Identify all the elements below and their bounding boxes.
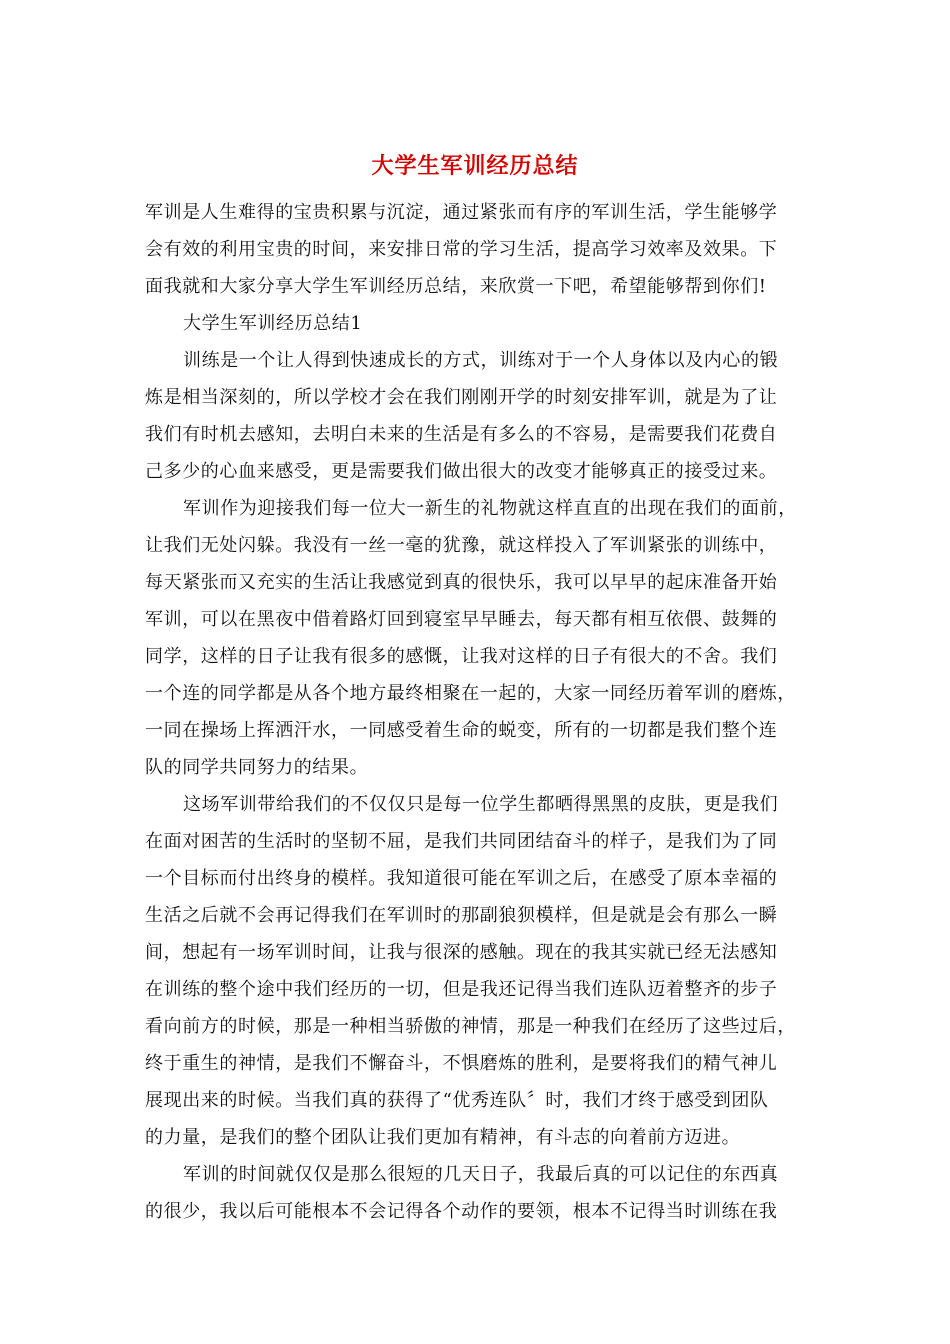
text-line: 间，想起有一场军训时间，让我与很深的感触。现在的我其实就已经无法感知 [145, 942, 778, 963]
text-line: 同学，这样的日子让我有很多的感慨，让我对这样的日子有很大的不舍。我们 [145, 646, 778, 667]
text-line: 队的同学共同努力的结果。 [145, 757, 369, 778]
text-line: 面我就和大家分享大学生军训经历总结，来欣赏一下吧，希望能够帮到你们! [145, 276, 767, 297]
text-line: 我们有时机去感知，去明白未来的生活是有多么的不容易，是需要我们花费自 [145, 424, 778, 445]
text-line: 会有效的利用宝贵的时间，来安排日常的学习生活，提高学习效率及效果。下 [145, 239, 778, 260]
text-line: 展现出来的时候。当我们真的获得了“优秀连队〞时，我们才终于感受到团队 [145, 1090, 769, 1111]
text-line: 炼是相当深刻的，所以学校才会在我们刚刚开学的时刻安排军训，就是为了让 [145, 387, 778, 408]
text-line: 的很少，我以后可能根本不会记得各个动作的要领，根本不记得当时训练在我 [145, 1201, 778, 1222]
text-line: 己多少的心血来感受，更是需要我们做出很大的改变才能够真正的接受过来。 [145, 461, 778, 482]
text-line: 军训的时间就仅仅是那么很短的几天日子，我最后真的可以记住的东西真 [183, 1164, 779, 1185]
text-line: 每天紧张而又充实的生活让我感觉到真的很快乐，我可以早早的起床准备开始 [145, 572, 778, 593]
text-line: 训练是一个让人得到快速成长的方式，训练对于一个人身体以及内心的锻 [183, 350, 779, 371]
document-body [145, 194, 807, 1230]
text-line: 让我们无处闪躲。我没有一丝一毫的犹豫，就这样投入了军训紧张的训练中， [145, 535, 778, 556]
text-line: 一同在操场上挥洒汗水，一同感受着生命的蜕变，所有的一切都是我们整个连 [145, 720, 778, 741]
text-line: 终于重生的神情，是我们不懈奋斗，不惧磨炼的胜利，是要将我们的精气神儿 [145, 1053, 778, 1074]
text-line: 的力量，是我们的整个团队让我们更加有精神，有斗志的向着前方迈进。 [145, 1127, 741, 1148]
text-line: 军训是人生难得的宝贵积累与沉淀，通过紧张而有序的军训生活，学生能够学 [145, 202, 778, 223]
text-line: 军训作为迎接我们每一位大一新生的礼物就这样直直的出现在我们的面前， [183, 498, 797, 519]
text-line: 一个目标而付出终身的模样。我知道很可能在军训之后，在感受了原本幸福的 [145, 868, 778, 889]
text-line: 生活之后就不会再记得我们在军训时的那副狼狈模样，但是就是会有那么一瞬 [145, 905, 778, 926]
text-line: 在面对困苦的生活时的坚韧不屈，是我们共同团结奋斗的样子，是我们为了同 [145, 831, 778, 852]
text-line: 军训，可以在黑夜中借着路灯回到寝室早早睡去，每天都有相互依偎、鼓舞的 [145, 609, 778, 630]
section-heading: 大学生军训经历总结1 [183, 313, 363, 334]
document-title: 大学生军训经历总结 [371, 153, 579, 179]
text-line: 这场军训带给我们的不仅仅只是每一位学生都晒得黑黑的皮肤，更是我们 [183, 794, 779, 815]
text-line: 在训练的整个途中我们经历的一切，但是我还记得当我们连队迈着整齐的步子 [145, 979, 778, 1000]
text-line: 一个连的同学都是从各个地方最终相聚在一起的，大家一同经历着军训的磨炼， [145, 683, 796, 704]
text-line: 看向前方的时候，那是一种相当骄傲的神情，那是一种我们在经历了这些过后， [145, 1016, 796, 1037]
